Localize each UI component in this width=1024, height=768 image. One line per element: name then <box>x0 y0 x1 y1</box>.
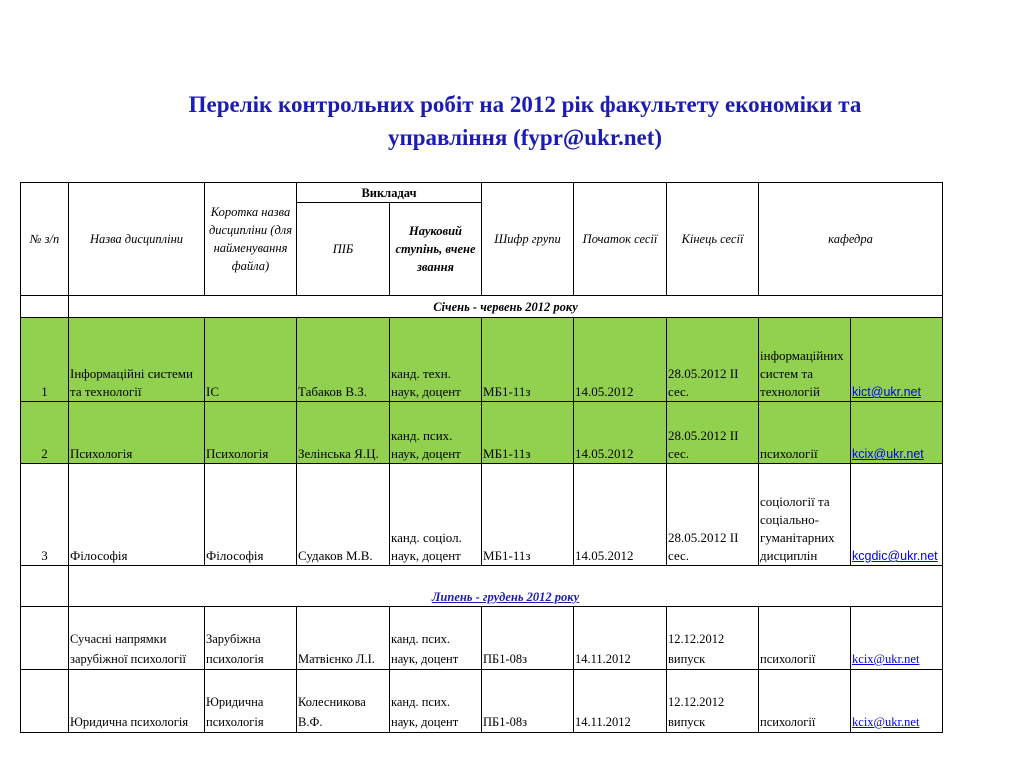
row-degree: канд. псих. наук, доцент <box>390 670 482 733</box>
row-group: ПБ1-08з <box>482 670 574 733</box>
row-degree: канд. псих. наук, доцент <box>390 402 482 464</box>
row-email-link[interactable]: kict@ukr.net <box>852 385 921 399</box>
table-row <box>21 318 943 402</box>
row-start: 14.11.2012 <box>574 670 667 733</box>
row-email-link[interactable]: kcix@ukr.net <box>852 447 924 461</box>
header-dept: кафедра <box>759 183 943 296</box>
row-dept: психології <box>759 402 851 464</box>
row-num <box>21 607 69 670</box>
row-name: Юридична психологія <box>69 670 205 733</box>
row-start: 14.05.2012 <box>574 318 667 402</box>
section-row-first <box>21 296 943 318</box>
row-email-link[interactable]: kcgdic@ukr.net <box>852 549 938 563</box>
row-pib: Зелінська Я.Ц. <box>297 402 390 464</box>
header-group: Шифр групи <box>482 183 574 296</box>
row-name: Сучасні напрямки зарубіжної психології <box>69 607 205 670</box>
title-line-1: Перелік контрольних робіт на 2012 рік факультету економіки та <box>188 92 862 117</box>
row-short: ІС <box>205 318 297 402</box>
section-empty-cell <box>21 566 69 607</box>
section-second-label: Липень - грудень 2012 року <box>69 566 943 607</box>
row-short: Зарубіжна психологія <box>205 607 297 670</box>
row-dept: інформаційних систем та технологій <box>759 318 851 402</box>
row-end: 28.05.2012 ІІ сес. <box>667 318 759 402</box>
row-end: 12.12.2012 випуск <box>667 607 759 670</box>
row-degree: канд. псих. наук, доцент <box>390 607 482 670</box>
header-teacher: Викладач <box>297 183 482 203</box>
table-row <box>21 402 943 464</box>
row-group: МБ1-11з <box>482 318 574 402</box>
header-end: Кінець сесії <box>667 183 759 296</box>
row-end: 28.05.2012 ІІ сес. <box>667 464 759 566</box>
section-first-label: Січень - червень 2012 року <box>69 296 943 318</box>
row-pib: Матвієнко Л.І. <box>297 607 390 670</box>
table-row <box>21 464 943 566</box>
table-row <box>21 670 943 733</box>
header-name: Назва дисципліни <box>69 183 205 296</box>
page-title <box>60 88 990 154</box>
header-short: Коротка назва дисципліни (для найменування файла) <box>205 183 297 296</box>
row-dept: психології <box>759 607 851 670</box>
row-short: Юридична психологія <box>205 670 297 733</box>
header-num: № з/п <box>21 183 69 296</box>
row-end: 12.12.2012 випуск <box>667 670 759 733</box>
table-row <box>21 607 943 670</box>
section-empty-cell <box>21 296 69 318</box>
row-start: 14.05.2012 <box>574 464 667 566</box>
row-dept: соціології та соціально-гуманітарних дисциплін <box>759 464 851 566</box>
row-group: МБ1-11з <box>482 464 574 566</box>
header-start: Початок сесії <box>574 183 667 296</box>
row-degree: канд. техн. наук, доцент <box>390 318 482 402</box>
row-email-link[interactable]: kcix@ukr.net <box>852 715 920 729</box>
row-email-link[interactable]: kcix@ukr.net <box>852 652 920 666</box>
row-short: Психологія <box>205 402 297 464</box>
row-name: Філософія <box>69 464 205 566</box>
row-short: Філософія <box>205 464 297 566</box>
header-row-1 <box>21 183 943 203</box>
row-group: МБ1-11з <box>482 402 574 464</box>
row-dept: психології <box>759 670 851 733</box>
row-group: ПБ1-08з <box>482 607 574 670</box>
row-pib: Судаков М.В. <box>297 464 390 566</box>
section-row-second <box>21 566 943 607</box>
row-pib: Табаков В.З. <box>297 318 390 402</box>
row-end: 28.05.2012 ІІ сес. <box>667 402 759 464</box>
title-line-2: управління (fypr@ukr.net) <box>387 125 663 150</box>
works-table <box>20 182 943 733</box>
header-pib: ПІБ <box>297 203 390 296</box>
row-degree: канд. соціол. наук, доцент <box>390 464 482 566</box>
row-start: 14.05.2012 <box>574 402 667 464</box>
row-name: Інформаційні системи та технології <box>69 318 205 402</box>
row-pib: Колесникова В.Ф. <box>297 670 390 733</box>
row-name: Психологія <box>69 402 205 464</box>
row-num: 1 <box>21 318 69 402</box>
row-num: 2 <box>21 402 69 464</box>
row-start: 14.11.2012 <box>574 607 667 670</box>
row-num <box>21 670 69 733</box>
row-num: 3 <box>21 464 69 566</box>
header-degree: Науковий ступінь, вчене звання <box>390 203 482 296</box>
